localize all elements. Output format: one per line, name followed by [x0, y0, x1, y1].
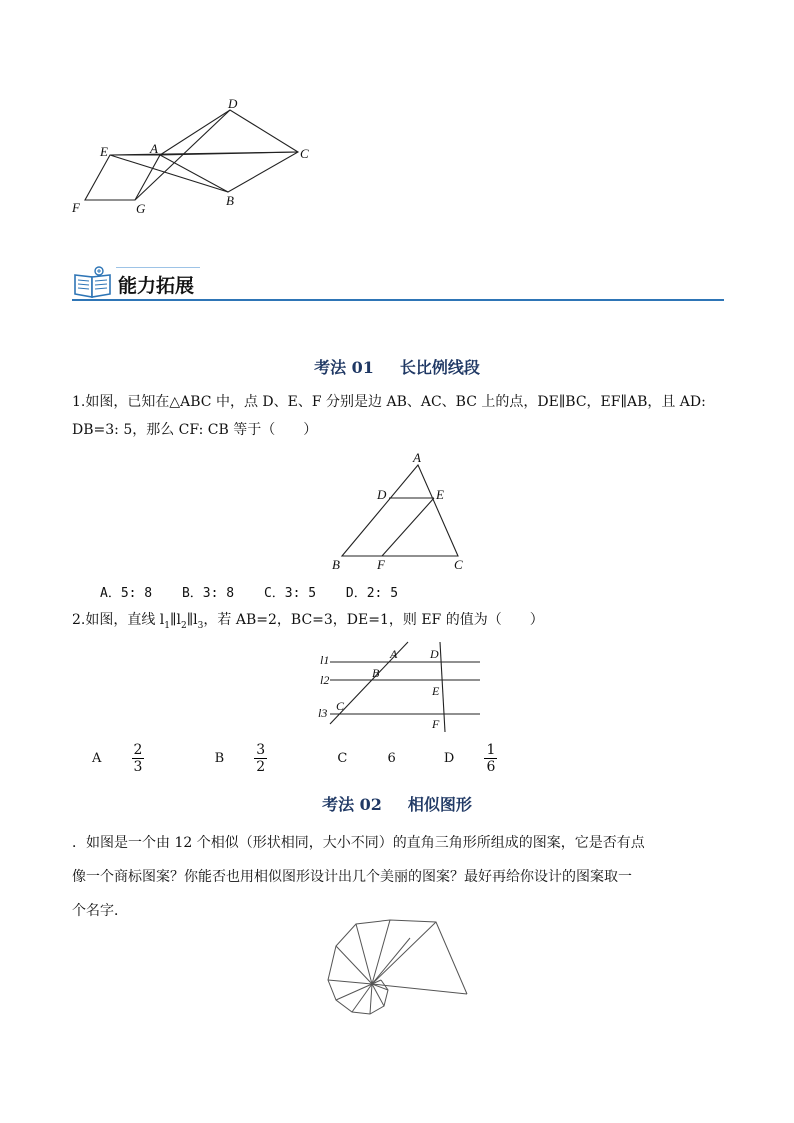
q2-text-suffix: ，若 AB=2，BC=3，DE=1，则 EF 的值为（ ） — [203, 612, 544, 628]
q2-text-prefix: 2.如图，直线 l — [72, 612, 165, 628]
q3-line1: ．如图是一个由 12 个相似（形状相同，大小不同）的直角三角形所组成的图案，它是否有点 — [72, 835, 645, 851]
q1-label-D: D — [377, 487, 387, 502]
section-title-underline — [116, 267, 200, 268]
q2-label-E: E — [432, 684, 440, 698]
q2-option-b[interactable] — [214, 742, 316, 775]
q3-text — [72, 826, 752, 928]
q3-spiral-triangles-figure — [320, 918, 480, 1018]
q2-label-F: F — [432, 717, 440, 731]
q2-label-C: C — [336, 699, 345, 713]
q1-triangle-figure — [325, 448, 475, 574]
label-B: B — [226, 193, 234, 208]
q2-option-d-den: 6 — [486, 759, 496, 775]
q2-option-d-fraction — [484, 742, 519, 775]
kaofa1-number: 考法 01 — [314, 358, 374, 377]
kaofa2-number: 考法 02 — [322, 795, 382, 814]
kaofa1-title: 长比例线段 — [399, 358, 480, 377]
label-E: E — [100, 144, 108, 159]
q1-label-A: A — [413, 450, 421, 465]
label-A: A — [150, 141, 158, 156]
q1-label-C: C — [454, 557, 463, 572]
label-C: C — [300, 146, 309, 161]
kaofa1-heading — [0, 355, 794, 378]
q2-option-b-letter: B — [214, 751, 225, 766]
q2-option-d[interactable] — [443, 742, 542, 775]
q2-option-c-value: 6 — [387, 751, 396, 766]
q2-label-A: A — [390, 647, 398, 661]
q2-option-c-letter: C — [337, 751, 348, 766]
label-G: G — [136, 201, 146, 216]
q2-option-a-den: 3 — [133, 759, 143, 775]
q2-option-a-num: 2 — [133, 742, 143, 758]
q2-option-b-den: 2 — [256, 759, 266, 775]
q2-parallel-lines-figure — [315, 640, 485, 736]
label-F: F — [72, 200, 80, 215]
kaofa2-title: 相似图形 — [407, 795, 472, 814]
q2-text — [72, 606, 752, 640]
section-title: 能力拓展 — [118, 275, 195, 297]
section-divider — [72, 299, 724, 301]
q1-option-b[interactable]: B．3: 8 — [181, 586, 235, 601]
q2-text-mid1: ∥l — [170, 612, 181, 628]
q1-line2: DB=3: 5，那么 CF: CB 等于（ ） — [72, 422, 318, 438]
q2-label-l3: l3 — [318, 706, 328, 720]
q2-option-a-fraction — [132, 742, 167, 775]
q1-options — [100, 582, 420, 601]
section-header — [72, 263, 724, 303]
q2-option-d-letter: D — [443, 751, 455, 766]
q1-option-d[interactable]: D．2: 5 — [345, 586, 399, 601]
q2-option-b-fraction — [254, 742, 289, 775]
q2-sub1: 1 — [164, 620, 171, 631]
label-D: D — [228, 96, 238, 111]
q2-option-a-letter: A — [92, 751, 102, 766]
q1-text — [72, 388, 752, 444]
q1-label-F: F — [377, 557, 385, 572]
q2-option-a[interactable] — [92, 742, 193, 775]
q2-options — [92, 742, 563, 775]
q3-line3: 个名字． — [72, 903, 128, 919]
q2-option-b-num: 3 — [256, 742, 266, 758]
q2-sub2: 2 — [180, 620, 187, 631]
top-geometry-figure — [60, 92, 330, 222]
q1-option-c[interactable]: C．3: 5 — [263, 586, 317, 601]
q2-label-l2: l2 — [320, 673, 330, 687]
q2-text-mid2: ∥l — [186, 612, 198, 628]
q2-label-l1: l1 — [320, 653, 330, 667]
q1-option-a[interactable]: A．5: 8 — [100, 586, 153, 601]
q1-label-B: B — [332, 557, 340, 572]
kaofa2-heading — [0, 792, 794, 815]
q2-label-B: B — [372, 666, 380, 680]
q2-option-d-num: 1 — [486, 742, 496, 758]
q1-line1: 1.如图，已知在△ABC 中，点 D、E、F 分别是边 AB、AC、BC 上的点，DE∥BC，EF∥AB，且 AD: — [72, 394, 706, 410]
q2-sub3: 3 — [197, 620, 204, 631]
q1-label-E: E — [436, 487, 444, 502]
q2-label-D: D — [430, 647, 439, 661]
q3-line2: 像一个商标图案？你能否也用相似图形设计出几个美丽的图案？最好再给你设计的图案取一 — [72, 869, 632, 885]
book-icon — [72, 265, 114, 299]
q2-option-c[interactable] — [337, 751, 422, 766]
